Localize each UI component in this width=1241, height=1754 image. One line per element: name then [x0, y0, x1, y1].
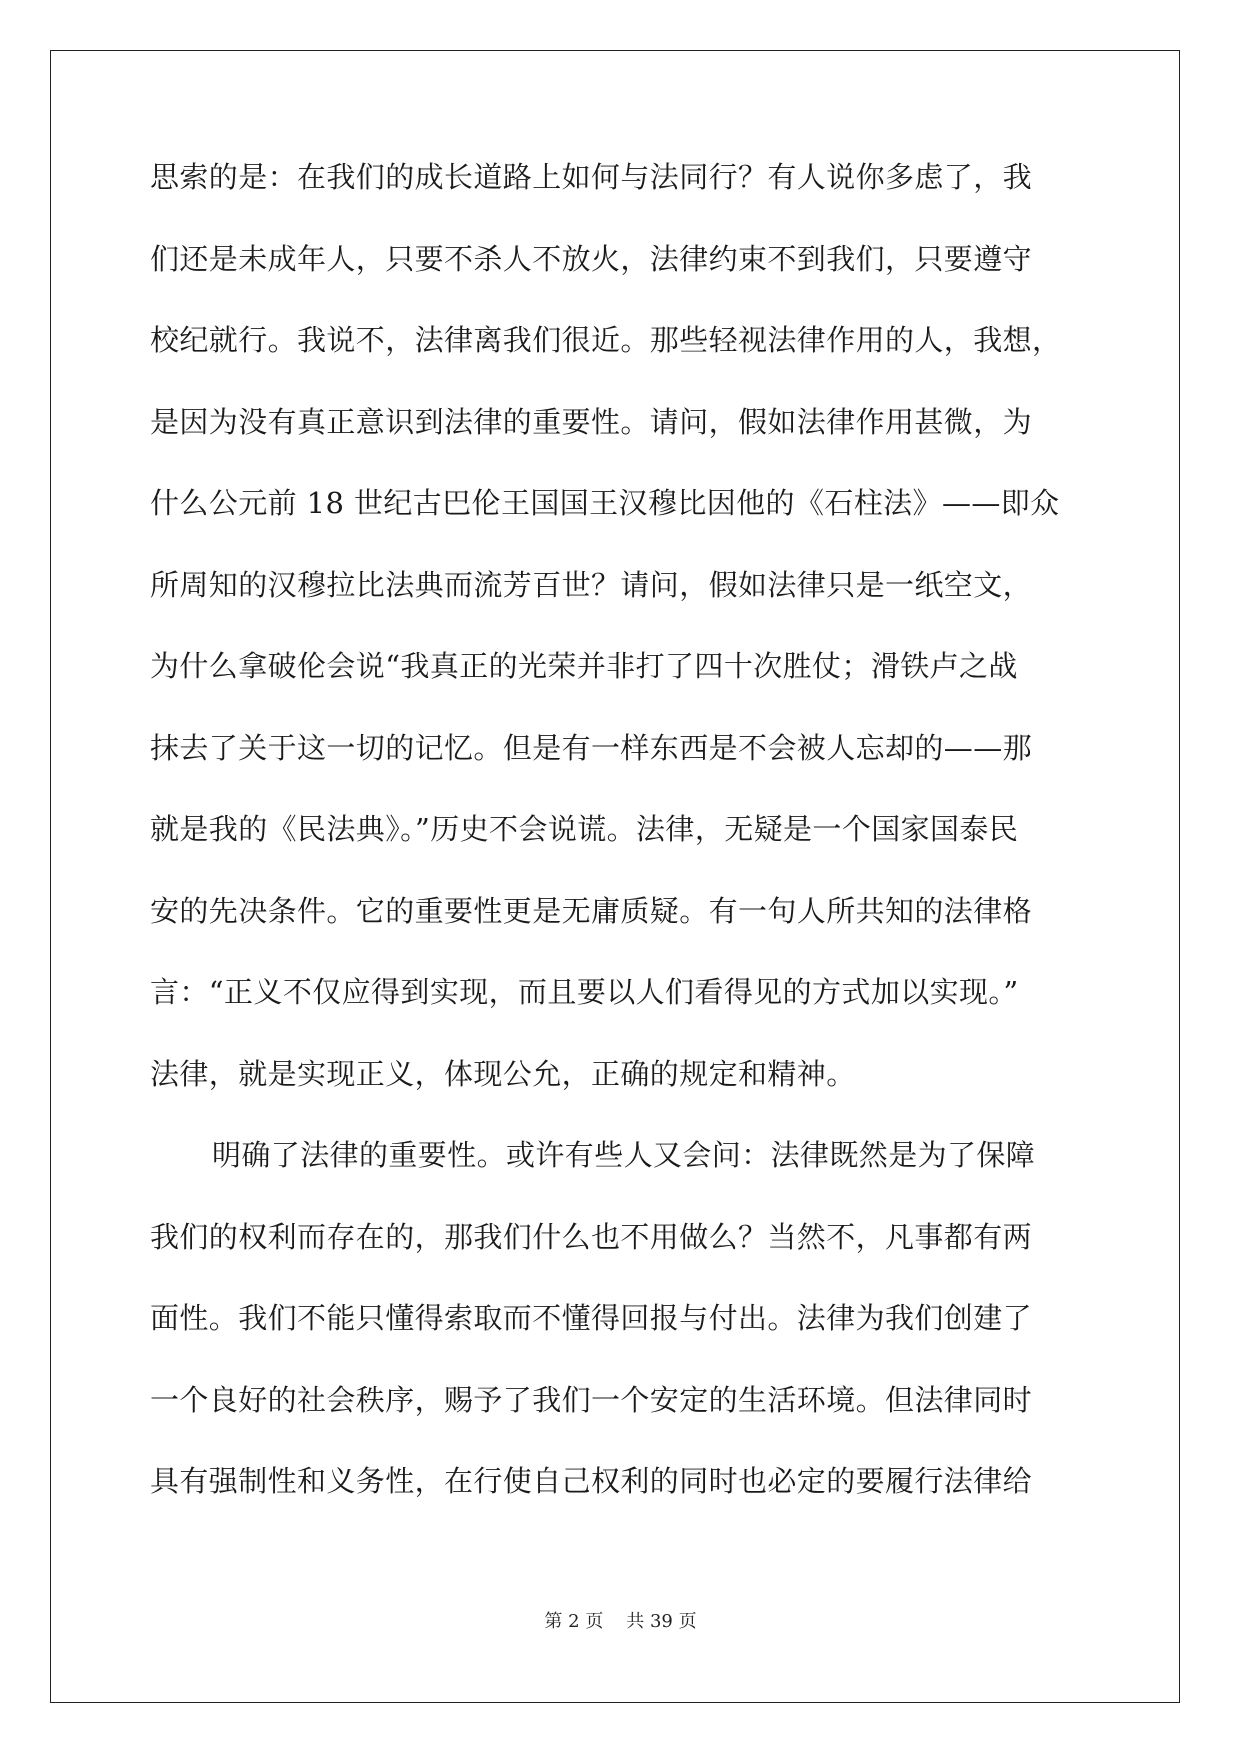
- page-number: 第 2 页: [544, 1611, 604, 1632]
- text-line: 校纪就行。我说不，法律离我们很近。那些轻视法律作用的人，我想，: [150, 323, 1062, 357]
- page-footer: [0, 1611, 1241, 1633]
- text-line: 什么公元前 18 世纪古巴伦王国国王汉穆比因他的《石柱法》——即众: [150, 486, 1060, 520]
- text-line: 抹去了关于这一切的记忆。但是有一样东西是不会被人忘却的——那: [150, 730, 1033, 765]
- text-line: 就是我的《民法典》。”历史不会说谎。法律，无疑是一个国家国泰民: [150, 812, 1019, 846]
- text-line: 我们的权利而存在的，那我们什么也不用做么？当然不，凡事都有两: [150, 1219, 1033, 1254]
- text-line: 是因为没有真正意识到法律的重要性。请问，假如法律作用甚微，为: [150, 404, 1033, 439]
- page-total: 共 39 页: [626, 1611, 697, 1632]
- text-line: 法律，就是实现正义，体现公允，正确的规定和精神。: [150, 1056, 856, 1091]
- text-line: 一个良好的社会秩序，赐予了我们一个安定的生活环境。但法律同时: [150, 1382, 1033, 1417]
- paragraph-start-line: 明确了法律的重要性。或许有些人又会问：法律既然是为了保障: [212, 1138, 1036, 1172]
- text-line: 为什么拿破伦会说“我真正的光荣并非打了四十次胜仗；滑铁卢之战: [150, 649, 1018, 683]
- text-line: 安的先决条件。它的重要性更是无庸质疑。有一句人所共知的法律格: [150, 893, 1033, 928]
- text-line: 们还是未成年人，只要不杀人不放火，法律约束不到我们，只要遵守: [150, 241, 1033, 276]
- text-line: 所周知的汉穆拉比法典而流芳百世？请问，假如法律只是一纸空文，: [150, 567, 1033, 602]
- footer-separator: [603, 1611, 626, 1632]
- text-line: 具有强制性和义务性，在行使自己权利的同时也必定的要履行法律给: [150, 1464, 1033, 1498]
- text-line: 言：“正义不仅应得到实现，而且要以人们看得见的方式加以实现。”: [150, 975, 1019, 1009]
- text-line: 面性。我们不能只懂得索取而不懂得回报与付出。法律为我们创建了: [150, 1301, 1033, 1335]
- text-line: 思索的是：在我们的成长道路上如何与法同行？有人说你多虑了，我: [150, 160, 1033, 194]
- body-text: [150, 160, 1090, 1549]
